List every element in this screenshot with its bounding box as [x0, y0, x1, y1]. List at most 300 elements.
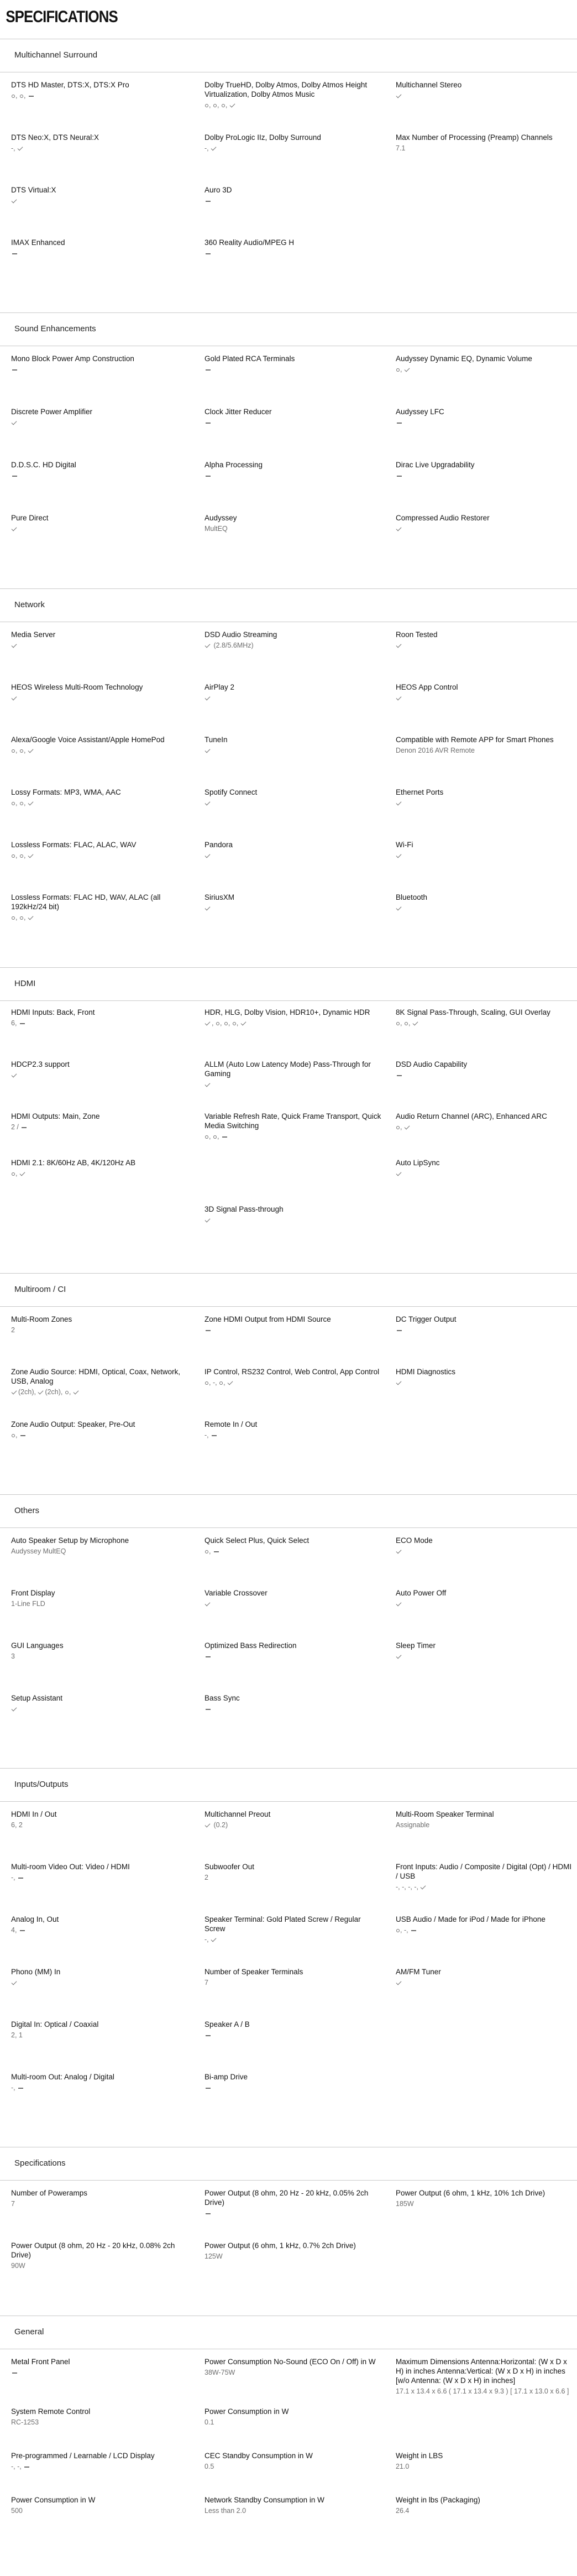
check-icon: [28, 747, 33, 753]
spec-label: Speaker A / B: [204, 2020, 250, 2029]
section-title: Multiroom / CI: [0, 1274, 577, 1307]
check-icon: [396, 852, 402, 858]
spec-value: [396, 1378, 575, 1388]
spec-value: ,: [11, 1169, 191, 1179]
spec-value: [396, 524, 575, 534]
optional-icon: [65, 1391, 69, 1394]
check-icon: [396, 1548, 402, 1553]
spec-value: [396, 693, 575, 703]
spec-item: [11, 513, 204, 566]
spec-value: [396, 1652, 575, 1661]
spec-item: [11, 788, 204, 840]
check-icon: [396, 1979, 402, 1985]
check-icon: [205, 852, 211, 858]
spec-value: [11, 249, 191, 258]
spec-item: [204, 2072, 396, 2125]
spec-value: Audyssey MultEQ: [11, 1547, 66, 1555]
spec-label: Auro 3D: [204, 186, 232, 194]
spec-item: [204, 1693, 396, 1746]
spec-value: [396, 471, 575, 481]
spec-label: Sleep Timer: [396, 1641, 436, 1650]
check-icon: [396, 1600, 402, 1606]
spec-label: Power Output (6 ohm, 1 kHz, 0.7% 2ch Drive): [204, 2241, 356, 2250]
check-icon: [205, 695, 211, 700]
dash-icon: [20, 1435, 25, 1436]
spec-value: 21.0: [396, 2463, 410, 2470]
spec-item: [396, 460, 577, 513]
spec-item: [11, 840, 204, 893]
spec-label: Zone Audio Output: Speaker, Pre-Out: [11, 1420, 135, 1428]
dash-icon: [206, 369, 211, 371]
optional-icon: [405, 1022, 408, 1025]
dash-icon: [12, 253, 17, 254]
spec-value: , ,: [204, 1132, 382, 1141]
spec-item: [396, 788, 577, 840]
spec-item: [204, 1158, 396, 1204]
dash-icon: [12, 476, 17, 477]
dash-icon: [206, 423, 211, 424]
spec-label: Speaker Terminal: Gold Plated Screw / Regular Screw: [204, 1915, 361, 1933]
spec-value: 90W: [11, 2262, 25, 2270]
spec-value: [204, 2083, 382, 2093]
spec-label: IMAX Enhanced: [11, 238, 65, 247]
spec-grid: [0, 72, 577, 312]
dash-icon: [206, 1709, 211, 1710]
spec-label: DC Trigger Output: [396, 1315, 457, 1323]
spec-item: [11, 1315, 204, 1367]
spec-item: [204, 682, 396, 735]
dash-icon: [206, 2088, 211, 2089]
spec-value: -,: [11, 2083, 191, 2093]
spec-label: HDMI 2.1: 8K/60Hz AB, 4K/120Hz AB: [11, 1159, 136, 1167]
spec-label: Dolby TrueHD, Dolby Atmos, Dolby Atmos Height Virtualization, Dolby Atmos Music: [204, 81, 368, 98]
spec-item: [204, 1862, 396, 1915]
check-icon: [412, 1020, 418, 1025]
spec-item: [396, 840, 577, 893]
spec-item: [396, 513, 577, 566]
optional-icon: [216, 1022, 219, 1025]
spec-item: [396, 893, 577, 945]
section-title: Sound Enhancements: [0, 313, 577, 346]
spec-grid: [0, 1528, 577, 1768]
spec-value: 125W: [204, 2252, 223, 2260]
spec-item: [11, 1693, 204, 1746]
spec-value: [396, 1071, 575, 1080]
spec-item: [11, 735, 204, 788]
spec-value: Less than 2.0: [204, 2507, 246, 2515]
spec-value: [396, 1599, 575, 1609]
spec-label: HEOS Wireless Multi-Room Technology: [11, 683, 143, 691]
spec-item: [11, 2407, 204, 2451]
spec-label: Phono (MM) In: [11, 1968, 61, 1976]
spec-label: Power Consumption No-Sound (ECO On / Off) in W: [204, 2358, 376, 2366]
spec-value: , , , ,: [204, 1019, 382, 1028]
spec-label: Gold Plated RCA Terminals: [204, 354, 295, 363]
spec-item: [204, 2495, 396, 2534]
spec-item: [396, 1588, 577, 1641]
spec-label: Power Output (6 ohm, 1 kHz, 10% 1ch Drive): [396, 2189, 545, 2197]
spec-label: Lossy Formats: MP3, WMA, AAC: [11, 788, 121, 796]
spec-label: CEC Standby Consumption in W: [204, 2452, 313, 2460]
spec-item: [204, 80, 396, 133]
check-icon: [12, 525, 17, 531]
check-icon: [396, 92, 402, 98]
spec-value: 0.5: [204, 2463, 214, 2470]
spec-item: [11, 354, 204, 407]
spec-value: [396, 1547, 575, 1556]
check-icon: [421, 1884, 426, 1889]
spec-value: , ,: [11, 851, 191, 861]
spec-label: HDR, HLG, Dolby Vision, HDR10+, Dynamic HDR: [204, 1008, 370, 1016]
spec-grid: [0, 1802, 577, 2147]
spec-label: Front Inputs: Audio / Composite / Digital (Opt) / HDMI / USB: [396, 1863, 572, 1880]
spec-value: 38W-75W: [204, 2369, 235, 2376]
spec-label: GUI Languages: [11, 1641, 64, 1650]
spec-value: (0.2): [204, 1821, 382, 1830]
spec-label: DTS HD Master, DTS:X, DTS:X Pro: [11, 81, 129, 89]
optional-icon: [12, 1434, 15, 1437]
spec-label: Power Consumption in W: [11, 2496, 96, 2504]
spec-value: Denon 2016 AVR Remote: [396, 747, 475, 754]
spec-item: [204, 1060, 396, 1112]
spec-label: Bluetooth: [396, 893, 428, 901]
spec-item: [204, 2241, 396, 2293]
spec-label: Spotify Connect: [204, 788, 258, 796]
spec-label: Bi-amp Drive: [204, 2073, 248, 2081]
spec-value: [11, 418, 191, 427]
spec-item: [11, 1536, 204, 1588]
section-multichannel-surround: [0, 39, 577, 312]
spec-item: [396, 1158, 577, 1204]
dash-icon: [206, 476, 211, 477]
spec-label: Discrete Power Amplifier: [11, 408, 93, 416]
spec-value: [204, 746, 382, 755]
spec-value: [204, 2209, 382, 2218]
spec-item: [11, 893, 204, 945]
check-icon: [12, 1072, 17, 1077]
spec-item: [11, 1060, 204, 1112]
check-icon: [28, 852, 33, 858]
spec-item: [396, 682, 577, 735]
spec-value: (2.8/5.6MHz): [204, 641, 382, 650]
spec-value: [396, 418, 575, 427]
spec-value: Assignable: [396, 1821, 430, 1829]
spec-value: [396, 799, 575, 808]
dash-icon: [206, 2035, 211, 2036]
spec-item: [11, 185, 204, 238]
spec-label: Number of Speaker Terminals: [204, 1968, 303, 1976]
spec-grid: [0, 2181, 577, 2316]
spec-item: [396, 1315, 577, 1367]
spec-item: [204, 354, 396, 407]
spec-value: [204, 1216, 382, 1225]
spec-label: Front Display: [11, 1589, 55, 1597]
spec-value: 26.4: [396, 2507, 410, 2515]
section-multiroom-ci: [0, 1273, 577, 1494]
spec-value: [204, 196, 382, 206]
spec-item: [204, 2020, 396, 2072]
spec-label: Multichannel Preout: [204, 1810, 271, 1818]
check-icon: [73, 1389, 78, 1394]
spec-item: [11, 1810, 204, 1862]
spec-item: [396, 2495, 577, 2534]
spec-item: [11, 682, 204, 735]
spec-value: 500: [11, 2507, 23, 2515]
optional-icon: [20, 95, 23, 98]
spec-item: [204, 1008, 396, 1060]
spec-value: [204, 693, 382, 703]
section-network: [0, 588, 577, 967]
spec-value: [204, 1326, 382, 1335]
spec-value: ,: [396, 365, 575, 374]
spec-value: 4,: [11, 1926, 191, 1935]
section-title: Inputs/Outputs: [0, 1769, 577, 1802]
spec-item: [396, 2357, 577, 2407]
spec-value: [204, 249, 382, 258]
spec-item: [204, 238, 396, 290]
optional-icon: [12, 854, 15, 858]
spec-item: [11, 2188, 204, 2241]
dash-icon: [12, 2372, 17, 2374]
spec-value: 1-Line FLD: [11, 1600, 45, 1608]
spec-value: RC-1253: [11, 2418, 39, 2426]
spec-item: [11, 1204, 204, 1251]
optional-icon: [20, 854, 23, 858]
spec-label: Alexa/Google Voice Assistant/Apple HomePod: [11, 736, 165, 744]
dash-icon: [397, 1075, 402, 1076]
spec-item: [204, 840, 396, 893]
spec-item: [396, 1204, 577, 1251]
spec-value: [204, 418, 382, 427]
spec-value: [11, 1704, 191, 1714]
spec-label: Analog In, Out: [11, 1915, 59, 1923]
spec-label: Lossless Formats: FLAC HD, WAV, ALAC (all 192kHz/24 bit): [11, 893, 161, 911]
spec-value: , ,: [396, 1019, 575, 1028]
check-icon: [396, 1379, 402, 1385]
spec-item: [11, 1158, 204, 1204]
spec-value: [11, 693, 191, 703]
spec-label: DTS Neo:X, DTS Neural:X: [11, 133, 99, 142]
spec-label: Multichannel Stereo: [396, 81, 462, 89]
dash-icon: [397, 476, 402, 477]
spec-label: HDMI Diagnostics: [396, 1368, 456, 1376]
spec-value: -,: [204, 1935, 382, 1944]
spec-item: [396, 1536, 577, 1588]
spec-item: [396, 2020, 577, 2072]
spec-item: [11, 407, 204, 460]
spec-item: [204, 460, 396, 513]
check-icon: [18, 145, 23, 150]
dash-icon: [20, 1930, 25, 1931]
spec-value: [11, 471, 191, 481]
optional-icon: [222, 104, 225, 107]
spec-value: 6,: [11, 1019, 191, 1028]
check-icon: [211, 1936, 217, 1942]
spec-item: [11, 1008, 204, 1060]
spec-value: 7: [11, 2200, 15, 2208]
spec-item: [11, 238, 204, 290]
spec-value: -,: [11, 144, 191, 153]
spec-item: [396, 1915, 577, 1967]
check-icon: [396, 800, 402, 805]
check-icon: [396, 905, 402, 910]
check-icon: [211, 145, 217, 150]
spec-label: Multi-Room Zones: [11, 1315, 72, 1323]
section-title: Network: [0, 589, 577, 622]
optional-icon: [213, 104, 217, 107]
spec-item: [396, 1008, 577, 1060]
spec-value: , ,: [11, 746, 191, 755]
optional-icon: [12, 1172, 15, 1176]
dash-icon: [29, 96, 34, 97]
spec-value: , ,: [11, 913, 191, 922]
spec-item: [396, 630, 577, 682]
spec-label: Setup Assistant: [11, 1694, 63, 1702]
spec-value: [396, 1326, 575, 1335]
spec-label: D.D.S.C. HD Digital: [11, 461, 76, 469]
spec-item: [396, 1862, 577, 1915]
dash-icon: [206, 1656, 211, 1657]
spec-label: Alpha Processing: [204, 461, 263, 469]
optional-icon: [205, 1381, 208, 1385]
check-icon: [12, 1706, 17, 1711]
spec-label: 8K Signal Pass-Through, Scaling, GUI Overlay: [396, 1008, 550, 1016]
spec-item: [204, 1967, 396, 2020]
spec-value: 17.1 x 13.4 x 6.6 ( 17.1 x 13.4 x 9.3 ) [ 17.1 x 13.0 x 6.6 ]: [396, 2387, 569, 2395]
check-icon: [28, 914, 33, 920]
spec-value: [204, 1080, 382, 1089]
spec-label: Weight in LBS: [396, 2452, 443, 2460]
spec-item: [204, 893, 396, 945]
optional-icon: [12, 802, 15, 805]
spec-item: [204, 1315, 396, 1367]
spec-label: Zone HDMI Output from HDMI Source: [204, 1315, 331, 1323]
dash-icon: [411, 1930, 416, 1931]
check-icon: [205, 1822, 211, 1827]
dash-icon: [214, 1551, 219, 1552]
spec-label: Audyssey: [204, 514, 237, 522]
spec-item: [396, 2451, 577, 2495]
dash-icon: [12, 369, 17, 371]
dash-icon: [22, 1127, 27, 1128]
optional-icon: [20, 749, 23, 753]
spec-value: [396, 1978, 575, 1988]
spec-label: Clock Jitter Reducer: [204, 408, 272, 416]
spec-value: , -,: [396, 1926, 575, 1935]
spec-item: [396, 1060, 577, 1112]
spec-label: 360 Reality Audio/MPEG H: [204, 238, 295, 247]
spec-item: [396, 133, 577, 185]
spec-label: Media Server: [11, 630, 56, 639]
spec-value: [204, 799, 382, 808]
spec-value: 2: [11, 1326, 15, 1334]
spec-item: [396, 185, 577, 238]
dash-icon: [206, 2213, 211, 2214]
spec-item: [204, 1588, 396, 1641]
check-icon: [12, 642, 17, 648]
spec-label: Multi-Room Speaker Terminal: [396, 1810, 494, 1818]
spec-item: [11, 1112, 204, 1158]
check-icon: [396, 1170, 402, 1176]
spec-label: Power Output (8 ohm, 20 Hz - 20 kHz, 0.05% 2ch Drive): [204, 2189, 369, 2207]
optional-icon: [12, 916, 15, 920]
spec-label: Wi-Fi: [396, 841, 413, 849]
spec-label: DSD Audio Capability: [396, 1060, 468, 1068]
section-title: Specifications: [0, 2147, 577, 2181]
spec-label: Quick Select Plus, Quick Select: [204, 1536, 310, 1545]
spec-value: [11, 1978, 191, 1988]
spec-item: [396, 1112, 577, 1158]
optional-icon: [205, 1550, 208, 1553]
spec-item: [396, 1641, 577, 1693]
spec-value: ,: [204, 1547, 382, 1556]
spec-item: [396, 1693, 577, 1746]
spec-item: [204, 185, 396, 238]
check-icon: [228, 1379, 233, 1385]
spec-value: , ,: [11, 799, 191, 808]
spec-value: 2, 1: [11, 2031, 23, 2039]
spec-item: [11, 133, 204, 185]
section-title: Others: [0, 1495, 577, 1528]
spec-item: [396, 1420, 577, 1472]
dash-icon: [18, 1878, 23, 1879]
spec-item: [396, 407, 577, 460]
optional-icon: [396, 1126, 400, 1129]
spec-item: [11, 2357, 204, 2407]
spec-value: [204, 471, 382, 481]
spec-item: [396, 1367, 577, 1420]
spec-label: Remote In / Out: [204, 1420, 258, 1428]
check-icon: [205, 1600, 211, 1606]
spec-label: Mono Block Power Amp Construction: [11, 354, 134, 363]
spec-label: Zone Audio Source: HDMI, Optical, Coax, Network, USB, Analog: [11, 1368, 181, 1385]
spec-item: [204, 1536, 396, 1588]
spec-item: [396, 735, 577, 788]
spec-label: DSD Audio Streaming: [204, 630, 277, 639]
check-icon: [12, 197, 17, 203]
spec-value: , , ,: [204, 101, 382, 110]
spec-item: [204, 407, 396, 460]
optional-icon: [12, 749, 15, 753]
spec-label: Digital In: Optical / Coaxial: [11, 2020, 99, 2029]
spec-label: USB Audio / Made for iPod / Made for iPhone: [396, 1915, 545, 1923]
spec-item: [396, 2072, 577, 2125]
spec-label: Pandora: [204, 841, 233, 849]
optional-icon: [213, 1135, 217, 1139]
spec-value: [11, 641, 191, 650]
check-icon: [20, 1170, 25, 1176]
spec-value: -, -,: [11, 2462, 191, 2471]
section-title: General: [0, 2316, 577, 2349]
spec-label: Auto Power Off: [396, 1589, 447, 1597]
spec-label: HDMI In / Out: [11, 1810, 57, 1818]
spec-label: System Remote Control: [11, 2407, 91, 2416]
optional-icon: [20, 802, 23, 805]
spec-value: [11, 365, 191, 374]
spec-label: Max Number of Processing (Preamp) Channels: [396, 133, 553, 142]
check-icon: [12, 1389, 17, 1394]
spec-item: [204, 513, 396, 566]
spec-label: Multi-room Video Out: Video / HDMI: [11, 1863, 130, 1871]
spec-value: [204, 904, 382, 913]
page-title: SPECIFICATIONS: [6, 8, 118, 26]
spec-value: [396, 904, 575, 913]
section-title: Multichannel Surround: [0, 39, 577, 72]
spec-value: MultEQ: [204, 525, 228, 533]
spec-item: [11, 80, 204, 133]
spec-item: [11, 1915, 204, 1967]
spec-label: Lossless Formats: FLAC, ALAC, WAV: [11, 841, 137, 849]
